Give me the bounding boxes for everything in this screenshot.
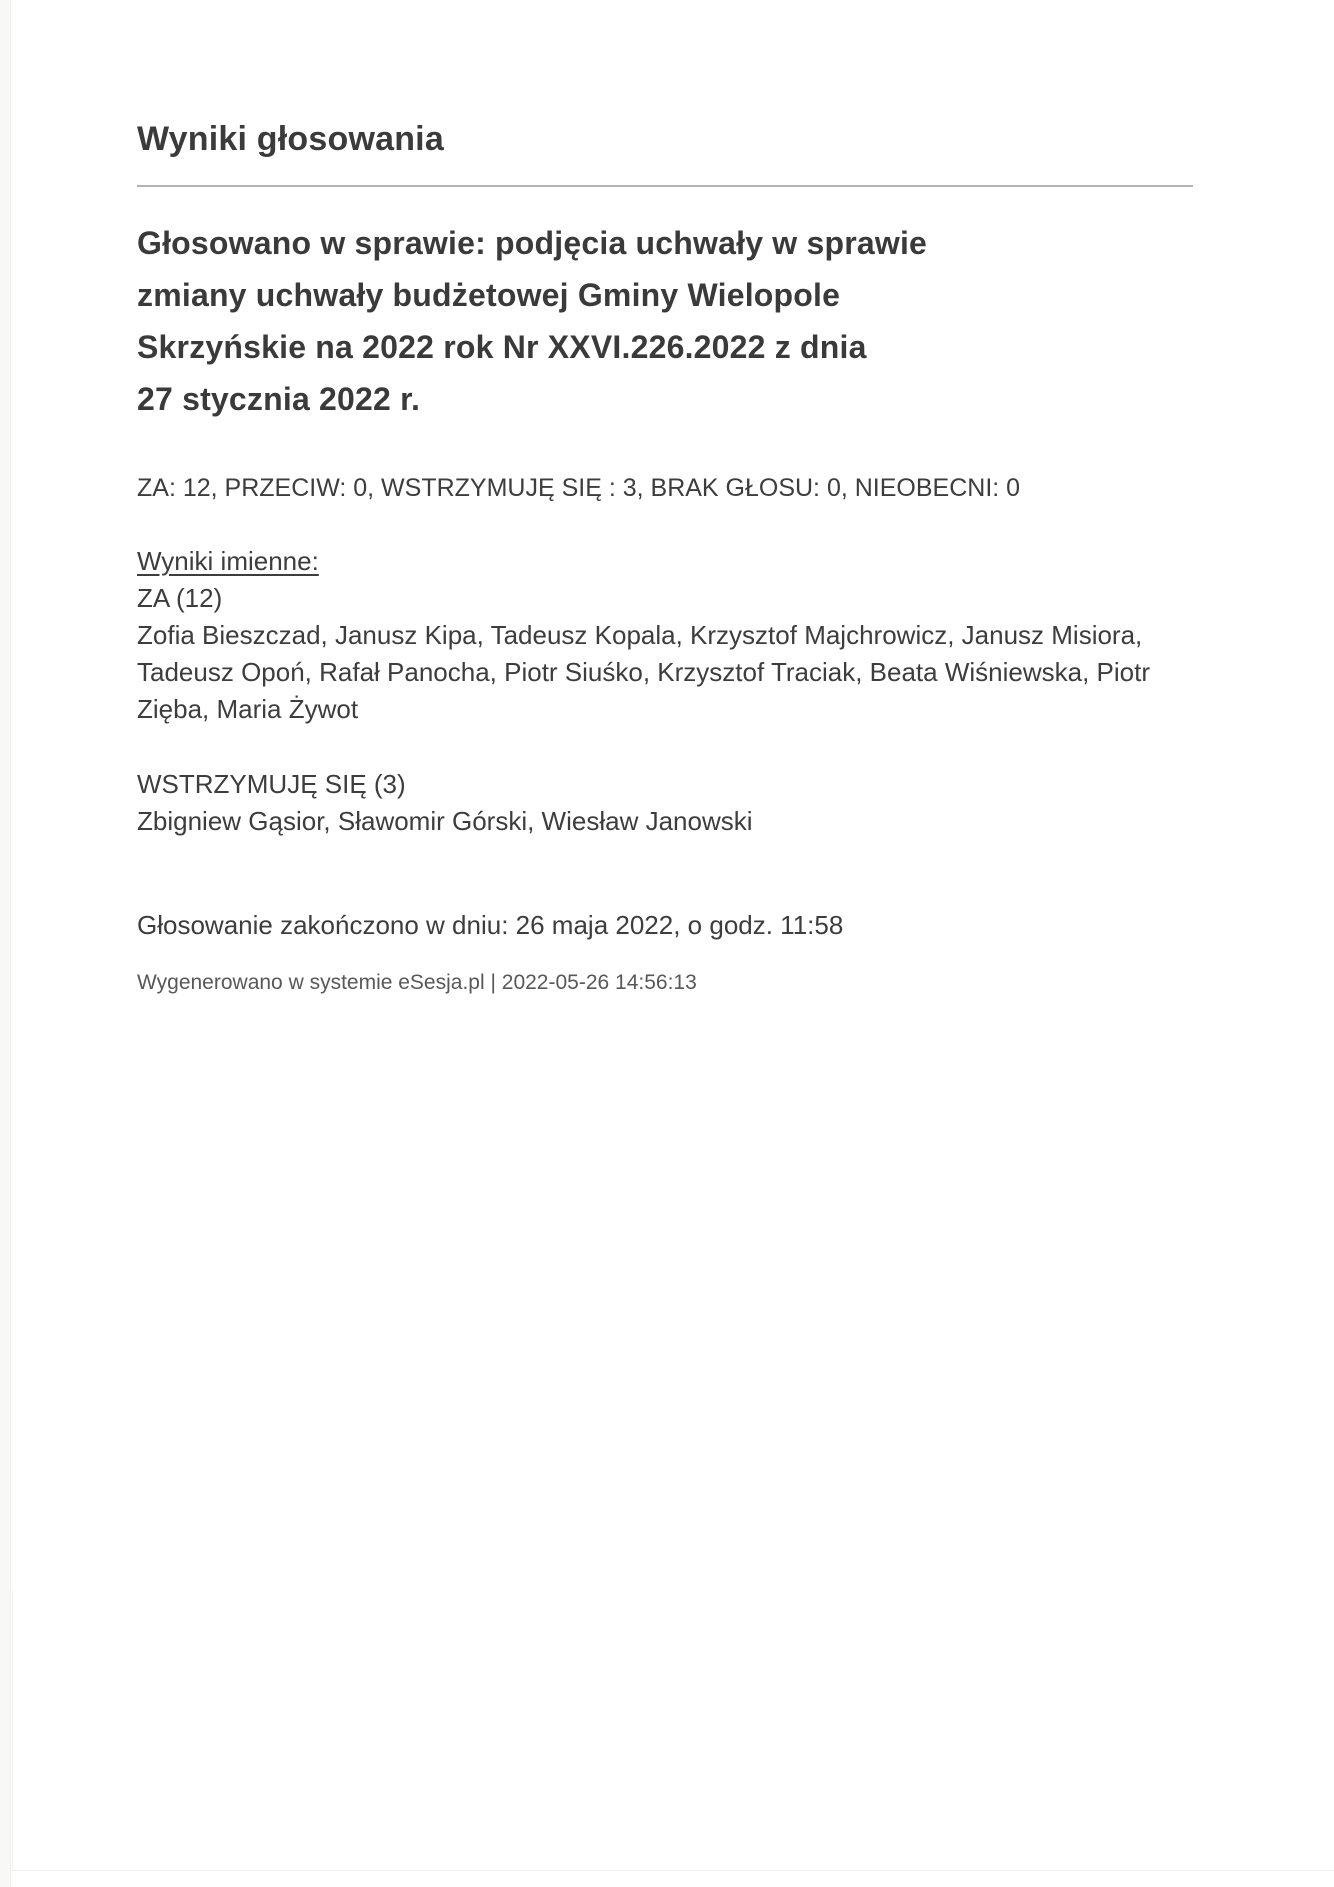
title-divider bbox=[137, 185, 1193, 187]
scan-edge-vertical-line bbox=[12, 1590, 13, 1871]
scan-edge-left bbox=[0, 0, 11, 1887]
document-content bbox=[137, 0, 1193, 995]
abstain-group-header: WSTRZYMUJĘ SIĘ (3) bbox=[137, 769, 406, 799]
resolution-heading-line-4: 27 stycznia 2022 r. bbox=[137, 381, 421, 417]
resolution-heading-line-2: zmiany uchwały budżetowej Gminy Wielopole bbox=[137, 277, 841, 313]
za-names-list: Zofia Bieszczad, Janusz Kipa, Tadeusz Kopala, Krzysztof Majchrowicz, Janusz Misiora, Tadeusz Opoń, Rafał Panocha, Piotr Siuśko, Krzysztof Traciak, Beata Wiśniewska, Piotr Zięba, Maria Żywot bbox=[137, 620, 1150, 724]
generated-footer: Wygenerowano w systemie eSesja.pl | 2022-05-26 14:56:13 bbox=[137, 971, 697, 994]
abstain-vote-group bbox=[137, 766, 1193, 840]
page-title: Wyniki głosowania bbox=[137, 120, 444, 158]
vote-summary-line: ZA: 12, PRZECIW: 0, WSTRZYMUJĘ SIĘ : 3, BRAK GŁOSU: 0, NIEOBECNI: 0 bbox=[137, 474, 1021, 502]
resolution-heading-line-1: Głosowano w sprawie: podjęcia uchwały w sprawie bbox=[137, 225, 928, 261]
za-vote-group bbox=[137, 580, 1193, 728]
named-results-section bbox=[137, 543, 1193, 840]
resolution-heading bbox=[137, 217, 1193, 425]
za-group-header: ZA (12) bbox=[137, 583, 223, 613]
scan-edge-bottom-line bbox=[12, 1870, 1334, 1871]
resolution-heading-line-3: Skrzyńskie na 2022 rok Nr XXVI.226.2022 z dnia bbox=[137, 329, 867, 365]
named-results-label: Wyniki imienne: bbox=[137, 546, 319, 576]
vote-closed-line: Głosowanie zakończono w dniu: 26 maja 2022, o godz. 11:58 bbox=[137, 910, 844, 940]
abstain-names-list: Zbigniew Gąsior, Sławomir Górski, Wiesław Janowski bbox=[137, 806, 753, 836]
